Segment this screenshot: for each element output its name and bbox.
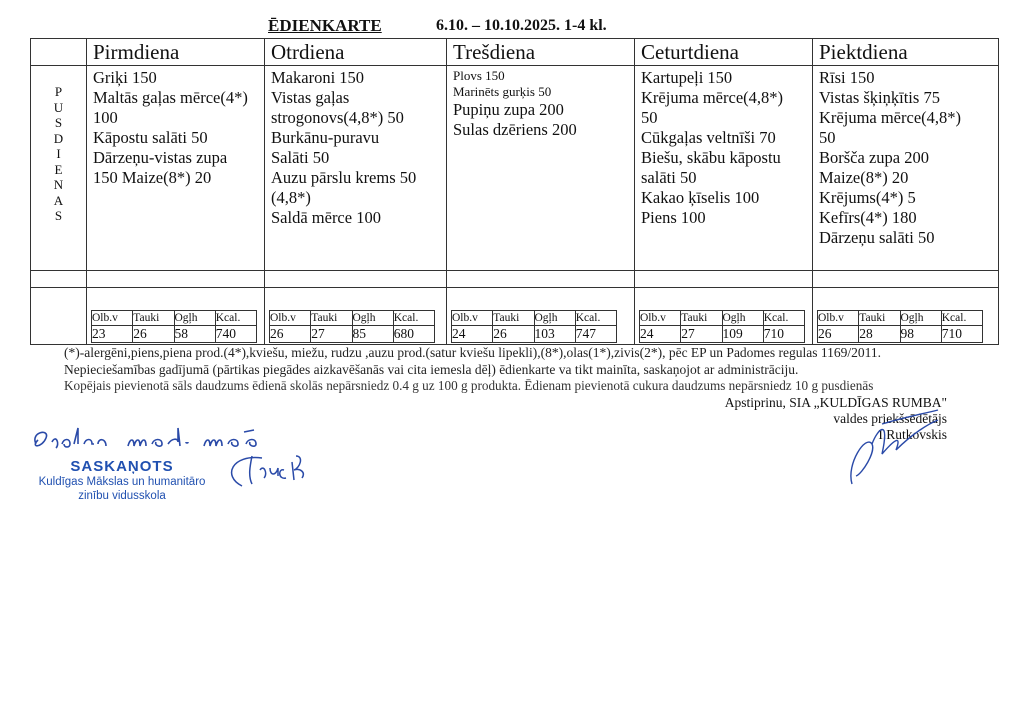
nutrition-cell-3 (635, 288, 813, 345)
menu-item: Kefīrs(4*) 180 (819, 208, 917, 227)
nutrition-value-oglh: 103 (534, 326, 575, 343)
side-letter: N (53, 177, 64, 192)
side-letter: S (54, 115, 63, 130)
lunch-row (31, 66, 999, 271)
menu-item: 150 Maize(8*) 20 (93, 168, 212, 187)
menu-item: Kāpostu salāti 50 (93, 128, 208, 147)
nutrition-value-olb: 26 (270, 326, 311, 343)
menu-item: Kakao ķīselis 100 (641, 188, 760, 207)
nutrition-value-kcal: 740 (215, 326, 256, 343)
nutrition-value-olb: 26 (818, 326, 859, 343)
nutrition-table (91, 310, 257, 343)
menu-item: Auzu pārslu krems 50 (271, 168, 417, 187)
menu-item: Rīsi 150 (819, 68, 875, 87)
menu-item: strogonovs(4,8*) 50 (271, 108, 404, 127)
menu-item: Plovs 150 (453, 68, 505, 83)
nutrition-cell-2 (447, 288, 635, 345)
menu-item: salāti 50 (641, 168, 697, 187)
menu-item: Boršča zupa 200 (819, 148, 929, 167)
nutrition-cell-1 (265, 288, 447, 345)
nutrition-value-tauki: 26 (493, 326, 534, 343)
approval-stamp (32, 458, 212, 503)
menu-item: Kartupeļi 150 (641, 68, 733, 87)
menu-item: Burkānu-puravu (271, 128, 380, 147)
menu-item: Pupiņu zupa 200 (453, 100, 564, 119)
day-menu-4 (813, 66, 999, 271)
menu-item: Sulas dzēriens 200 (453, 120, 577, 139)
nutrition-header-oglh: Ogļh (174, 311, 215, 326)
director-signature (842, 404, 942, 490)
nutrition-value-tauki: 27 (311, 326, 352, 343)
menu-item: Marinēts gurķis 50 (453, 84, 552, 99)
nutrition-cell-4 (813, 288, 999, 345)
menu-item: Maltās gaļas mērce(4*) (93, 88, 248, 107)
menu-item: Vistas šķiņķītis 75 (819, 88, 940, 107)
day-header-3: Ceturtdiena (635, 39, 813, 66)
side-letter: S (54, 208, 63, 223)
side-letter: I (56, 146, 61, 161)
document-period: 6.10. – 10.10.2025. 1-4 kl. (436, 17, 607, 34)
nutrition-value-oglh: 109 (722, 326, 763, 343)
menu-item: 50 (641, 108, 658, 127)
nutrition-value-olb: 23 (92, 326, 133, 343)
corner-cell (31, 39, 87, 66)
nutrition-value-olb: 24 (640, 326, 681, 343)
school-signature (222, 446, 332, 496)
nutrition-header-oglh: Ogļh (900, 311, 941, 326)
nutrition-header-olb: Olb.v (452, 311, 493, 326)
approval-line-2: valdes priekšsēdētājs (833, 411, 947, 426)
nutrition-table (817, 310, 983, 343)
menu-table (30, 38, 999, 345)
day-menu-3 (635, 66, 813, 271)
nutrition-header-oglh: Ogļh (352, 311, 393, 326)
empty-row (31, 271, 999, 288)
menu-item: 100 (93, 108, 118, 127)
menu-item: Maize(8*) 20 (819, 168, 909, 187)
nutrition-value-kcal: 680 (393, 326, 434, 343)
menu-item: Griķi 150 (93, 68, 157, 87)
nutrition-value-kcal: 710 (763, 326, 804, 343)
nutrition-value-tauki: 27 (681, 326, 722, 343)
nutrition-value-oglh: 98 (900, 326, 941, 343)
change-note: Nepieciešamības gadījumā (pārtikas piegādes aizkavēšanās vai cita iemesla dēļ) ēdienkarte va tikt mainīta, saskaņojot ar administrāciju. (64, 361, 799, 377)
nutrition-header-kcal: Kcal. (763, 311, 804, 326)
approval-line-3: I.Rutkovskis (878, 427, 947, 442)
nutrition-header-olb: Olb.v (92, 311, 133, 326)
nutrition-value-tauki: 28 (859, 326, 900, 343)
menu-item: Vistas gaļas (271, 88, 350, 107)
approval-line-1: Apstiprinu, SIA „KULDĪGAS RUMBA" (724, 395, 947, 410)
nutrition-header-tauki: Tauki (681, 311, 722, 326)
nutrition-value-kcal: 710 (941, 326, 982, 343)
menu-item: Krējuma mērce(4,8*) (819, 108, 962, 127)
side-letter: P (54, 84, 63, 99)
day-menu-0 (87, 66, 265, 271)
nutrition-table (451, 310, 617, 343)
nutrition-header-olb: Olb.v (818, 311, 859, 326)
nutrition-header-kcal: Kcal. (941, 311, 982, 326)
day-header-0: Pirmdiena (87, 39, 265, 66)
nutrition-header-tauki: Tauki (493, 311, 534, 326)
nutrition-header-oglh: Ogļh (722, 311, 763, 326)
pusdienas-side-label (31, 66, 87, 271)
nutrition-value-tauki: 26 (133, 326, 174, 343)
nutrition-header-tauki: Tauki (133, 311, 174, 326)
nutrition-header-olb: Olb.v (640, 311, 681, 326)
day-header-1: Otrdiena (265, 39, 447, 66)
day-header-row (31, 39, 999, 66)
side-letter: E (54, 161, 63, 177)
menu-item: Krējuma mērce(4,8*) (641, 88, 784, 107)
menu-item: Salāti 50 (271, 148, 330, 167)
day-header-4: Piektdiena (813, 39, 999, 66)
menu-item: Piens 100 (641, 208, 706, 227)
notes (64, 345, 1004, 395)
side-letter: D (53, 130, 64, 146)
nutrition-header-kcal: Kcal. (215, 311, 256, 326)
day-header-2: Trešdiena (447, 39, 635, 66)
menu-title-row (268, 16, 728, 38)
stamp-title: SASKAŅOTS (70, 458, 174, 475)
day-menu-1 (265, 66, 447, 271)
nutrition-value-olb: 24 (452, 326, 493, 343)
menu-item: Cūkgaļas veltnīši 70 (641, 128, 776, 147)
nutrition-header-olb: Olb.v (270, 311, 311, 326)
nutrition-table (269, 310, 435, 343)
side-letter: U (53, 99, 64, 115)
side-letter: A (53, 192, 64, 208)
nutrition-header-kcal: Kcal. (393, 311, 434, 326)
nutrition-header-tauki: Tauki (311, 311, 352, 326)
day-menu-2 (447, 66, 635, 271)
nutrition-value-oglh: 85 (352, 326, 393, 343)
nutrition-row (31, 288, 999, 345)
allergen-note: (*)-alergēni,piens,piena prod.(4*),kviešu, miežu, rudzu ,auzu prod.(satur kviešu lipekli),(8*),olas(1*),zivis(2*), pēc EP un Padomes regulas 1169/2011. (64, 345, 882, 360)
menu-item: (4,8*) (271, 188, 311, 207)
nutrition-header-kcal: Kcal. (575, 311, 616, 326)
nutrition-value-kcal: 747 (575, 326, 616, 343)
nutrition-header-tauki: Tauki (859, 311, 900, 326)
menu-item: Biešu, skābu kāpostu (641, 148, 781, 167)
menu-item: 50 (819, 128, 836, 147)
stamp-line-1: Kuldīgas Mākslas un humanitāro (38, 476, 206, 488)
stamp-line-2: zinību vidusskola (78, 490, 166, 502)
document-title: ĒDIENKARTE (268, 16, 382, 35)
menu-item: Dārzeņu salāti 50 (819, 228, 935, 247)
menu-item: Dārzeņu-vistas zupa (93, 148, 228, 167)
menu-item: Saldā mērce 100 (271, 208, 381, 227)
menu-item: Krējums(4*) 5 (819, 188, 916, 207)
nutrition-cell-0 (87, 288, 265, 345)
nutrition-table (639, 310, 805, 343)
nutrition-value-oglh: 58 (174, 326, 215, 343)
salt-sugar-note: Kopējais pievienotā sāls daudzums ēdienā skolās nepārsniedz 0.4 g uz 100 g produkta. Ēdienam pievienotā cukura daudzums nepārsniedz 10 g pusdienās (64, 378, 874, 393)
menu-item: Makaroni 150 (271, 68, 365, 87)
nutrition-header-oglh: Ogļh (534, 311, 575, 326)
